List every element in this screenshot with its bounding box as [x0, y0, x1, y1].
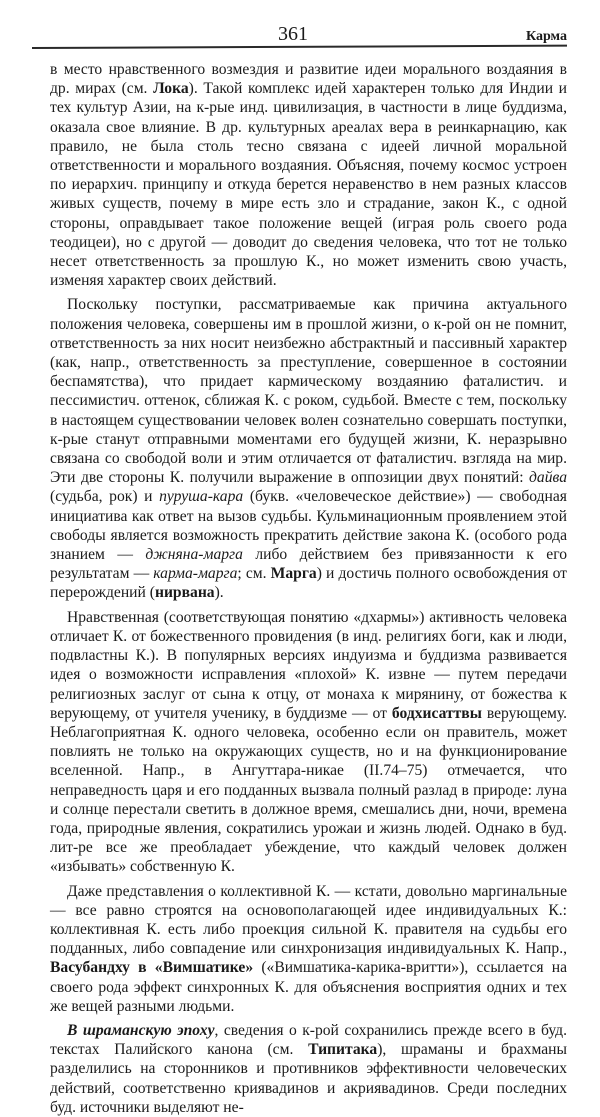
- bold-term: Типитака: [308, 1041, 378, 1059]
- text-run: («Вимшатика-карика-вритти»), ссылается на своего рода эффект синхронных К. для объяснения восприятия одних и тех же вещей разными людьми.: [50, 959, 567, 1015]
- text-run: ), шраманы и брахманы разделились на сторонников и противников эффективности человеческих действий, соответственно криявадинов и акриявадинов. Среди последних буд. источники выделяют не-: [50, 1041, 567, 1116]
- bold-italic-term: В шраманскую эпоху: [67, 1021, 215, 1039]
- text-run: Даже представления о коллективной К. — кстати, довольно маргинальные — все равно строятся на основополагающей идее индивидуальных К.: коллективная К. есть либо проекция сильной К. правителя на судьбы его подданных, либо совпадение или синхронизация индивидуальных К. Напр.,: [50, 882, 567, 958]
- italic-term: пуруша-кара: [159, 488, 244, 506]
- page-body: [50, 60, 567, 1117]
- running-head: Карма: [526, 29, 567, 44]
- bold-term: Лока: [153, 80, 189, 98]
- text-run: (букв. «человеческое действие») — свободная инициатива как ответ на вызов судьбы. Кульминационным проявлением этой свободы является возможность прекратить действие закона К. (особого рода знанием —: [50, 488, 567, 564]
- text-run: ) и достичь полного освобождения от перерождений (: [50, 565, 568, 602]
- italic-term: карма-марга: [153, 565, 238, 583]
- text-run: верующему. Неблагоприятная К. одного человека, особенно если он правитель, может повлиять не только на окружающих существ, но и на функционирование вселенной. Напр., в Ангуттара-никае (II.74–75) отмечается, что неправедность царя и его подданных вызвала полный разлад в природе: луна и солнце перестали светить в должное время, смешались дни, ночи, времена года, природные явления, сократились урожаи и жизнь людей. Однако в буд. лит-ре все же преобладает убеждение, что каждый человек должен «избывать» собственную К.: [50, 704, 567, 876]
- paragraph-3: [50, 608, 567, 877]
- page-number: 361: [278, 23, 308, 45]
- bold-term: Марга: [270, 565, 317, 583]
- text-run: ; см.: [237, 565, 271, 583]
- page-header: [0, 0, 600, 56]
- text-run: , сведения о к-рой сохранились прежде всего в буд. текстах Палийского канона (см.: [50, 1021, 568, 1059]
- text-run: либо действием без привязанности к его результатам —: [50, 546, 568, 583]
- header-rule: [32, 45, 567, 49]
- bold-term: Васубандху в «Вимшатике»: [50, 959, 254, 977]
- paragraph-1: [50, 60, 567, 290]
- text-run: ). Такой комплекс идей характерен только для Индии и тех культур Азии, на к-рые инд. цивилизация, в частности в лице буддизма, оказала свое влияние. В др. культурных ареалах вера в реинкарнацию, как правило, не была столь тесно связана с идеей личной моральной ответственности и морального воздаяния. Объясняя, почему космос устроен по иерархич. принципу и откуда берется неравенство в нем разных классов живых существ, почему в мире есть зло и страдание, закон К., с одной стороны, оправдывает такое положение вещей (играя роль своего рода теодицеи), но с другой — доводит до сведения человека, что тот не только несет ответственность за прошлую К., но может изменить свою участь, изменяя характер своих действий.: [50, 80, 568, 290]
- text-run: в место нравственного возмездия и развитие идеи морального воздаяния в др. мирах (см.: [50, 61, 567, 98]
- paragraph-5: [50, 1021, 567, 1117]
- text-run: ).: [214, 584, 224, 602]
- text-run: Нравственная (соответствующая понятию «дхармы») активность человека отличает К. от божественного провидения (в инд. религиях боги, как и люди, подвластны К.). В популярных версиях индуизма и буддизма развивается идея о возможности исправления «плохой» К. извне — путем передачи религиозных заслуг от сына к отцу, от монаха к мирянину, от божества к верующему, от учителя ученику, в буддизме — от: [50, 608, 567, 722]
- italic-term: джняна-марга: [145, 546, 243, 564]
- paragraph-4: [50, 882, 567, 1016]
- paragraph-2: [50, 295, 567, 602]
- bold-term: нирвана: [154, 584, 215, 602]
- italic-term: дайва: [529, 469, 567, 487]
- bold-term: бодхисаттвы: [391, 704, 482, 722]
- text-run: Поскольку поступки, рассматриваемые как причина актуального положения человека, совершены им в прошлой жизни, о к-рой он не помнит, ответственность за них носит неизбежно абстрактный и пассивный характер (как, напр., ответственность за преступление, совершенное в состоянии беспамятства), что придает кармическому воздаянию фаталистич. и пессимистич. оттенок, сближая К. с роком, судьбой. Вместе с тем, поскольку в настоящем существовании человек волен сознательно совершать поступки, к-рые станут отправными моментами его будущей жизни, К. неразрывно связана со свободой воли и этим отличается от фаталистич. взгляда на мир. Эти две стороны К. получили выражение в оппозиции двух понятий:: [50, 296, 567, 487]
- text-run: (судьба, рок) и: [50, 488, 160, 506]
